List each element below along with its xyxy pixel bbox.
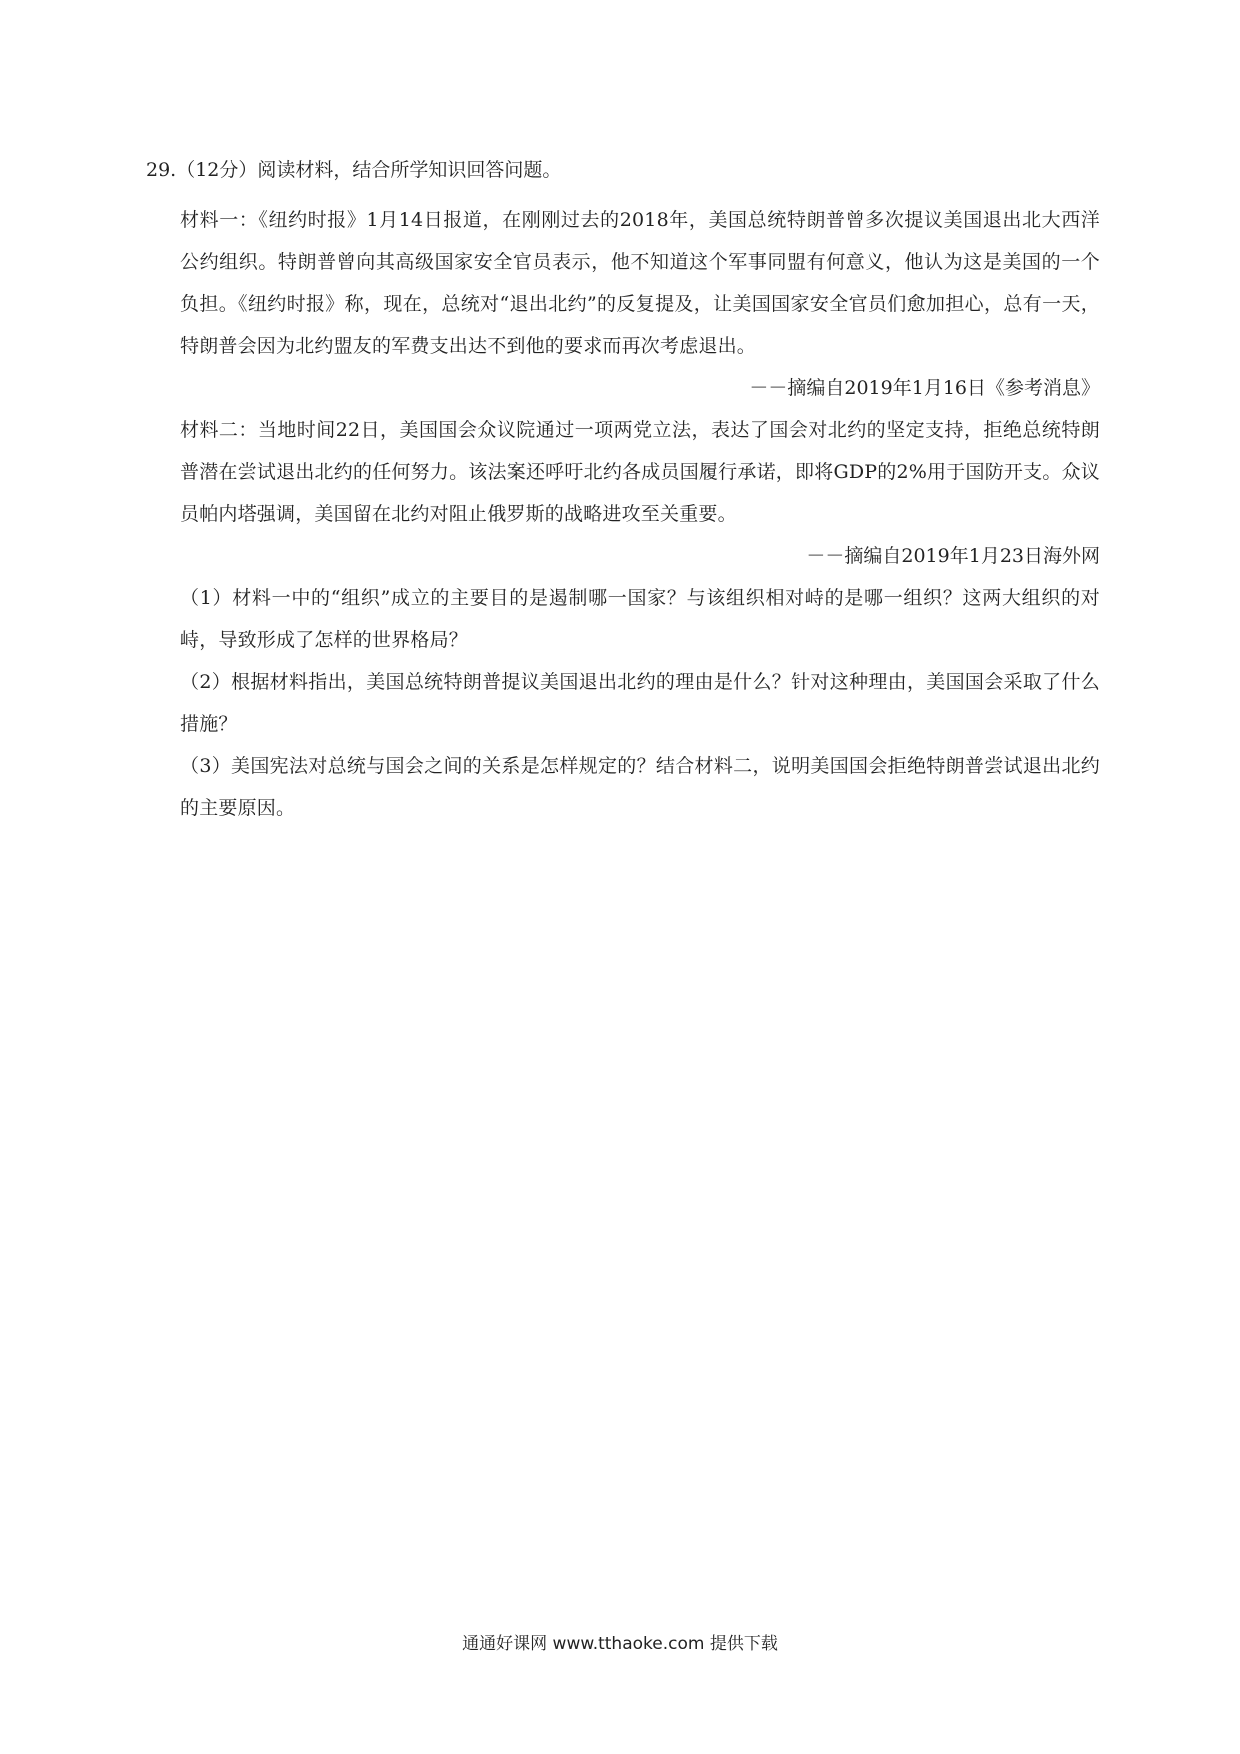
material-one-source: －－摘编自2019年1月16日《参考消息》 <box>749 377 1100 399</box>
footer-watermark: 通通好课网 www.tthaoke.com 提供下载 <box>462 1634 778 1654</box>
material-one-text: 材料一：《纽约时报》1月14日报道，在刚刚过去的2018年，美国总统特朗普曾多次提议美国退出北大西洋公约组织。特朗普曾向其高级国家安全官员表示，他不知道这个军事同盟有何意义，他认为这是美国的一个负担。《纽约时报》称，现在，总统对“退出北约”的反复提及，让美国国家安全官员们愈加担心，总有一天，特朗普会因为北约盟友的军费支出达不到他的要求而再次考虑退出。 <box>180 209 1100 357</box>
question-title: 29.（12分）阅读材料，结合所学知识回答问题。 <box>146 159 562 181</box>
material-two-source: －－摘编自2019年1月23日海外网 <box>806 545 1100 567</box>
question-block <box>146 155 1100 829</box>
material-two-text: 材料二：当地时间22日，美国国会众议院通过一项两党立法，表达了国会对北约的坚定支持，拒绝总统特朗普潜在尝试退出北约的任何努力。该法案还呼吁北约各成员国履行承诺，即将GDP的2%用于国防开支。众议员帕内塔强调，美国留在北约对阻止俄罗斯的战略进攻至关重要。 <box>180 419 1100 525</box>
sub-question-3: （3）美国宪法对总统与国会之间的关系是怎样规定的？结合材料二，说明美国国会拒绝特朗普尝试退出北约的主要原因。 <box>180 755 1100 819</box>
sub-question-1: （1）材料一中的“组织”成立的主要目的是遏制哪一国家？与该组织相对峙的是哪一组织？这两大组织的对峙，导致形成了怎样的世界格局？ <box>180 587 1100 651</box>
sub-question-2: （2）根据材料指出，美国总统特朗普提议美国退出北约的理由是什么？针对这种理由，美国国会采取了什么措施？ <box>180 671 1100 735</box>
